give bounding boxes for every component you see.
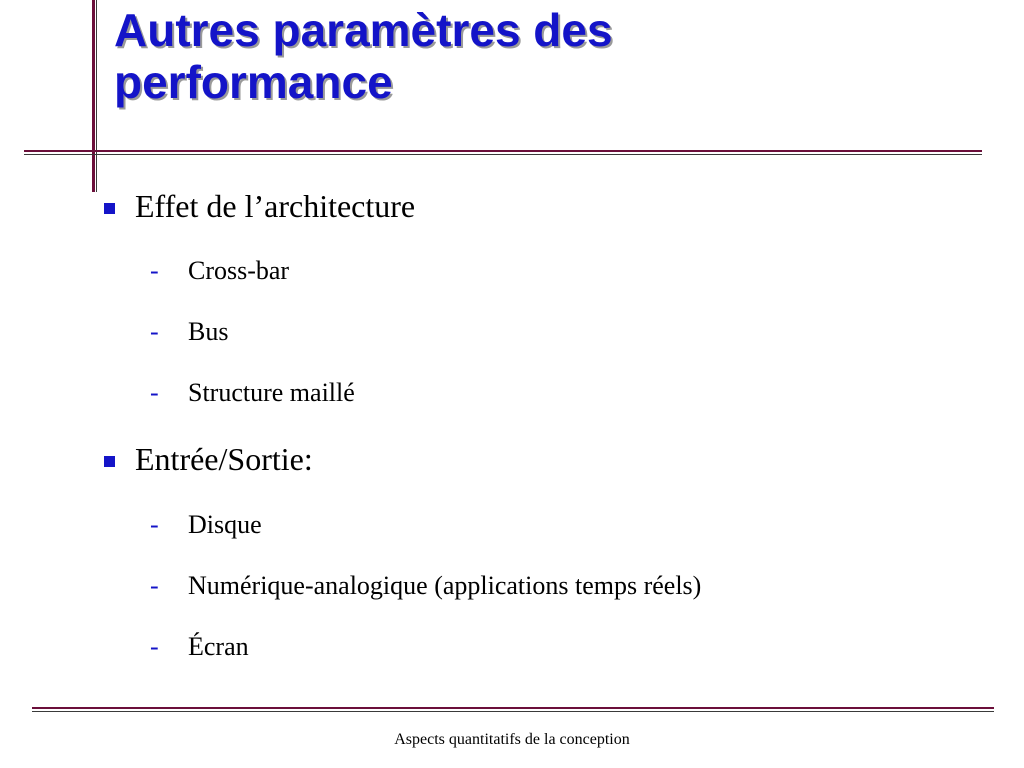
vertical-rule <box>92 0 95 192</box>
sub-bullet-label: Disque <box>188 510 262 539</box>
sub-bullet-label: Numérique-analogique (applications temps réels) <box>188 571 702 600</box>
slide-title-line-2: performance <box>114 56 393 108</box>
top-horizontal-rule <box>24 150 982 152</box>
sub-bullet-cross-bar <box>150 256 289 286</box>
dash-bullet-icon: - <box>150 378 159 407</box>
bullet-effet-architecture <box>104 188 415 225</box>
sub-bullet-numerique-analogique <box>150 571 701 601</box>
dash-bullet-icon: - <box>150 632 159 661</box>
bottom-horizontal-rule <box>32 707 994 709</box>
slide-title-line-1: Autres paramètres des <box>114 4 613 56</box>
slide-footer: Aspects quantitatifs de la conception <box>394 731 630 748</box>
bullet-label: Effet de l’architecture <box>135 188 416 224</box>
sub-bullet-ecran <box>150 632 249 662</box>
slide-title <box>114 4 994 108</box>
sub-bullet-structure-maille <box>150 378 355 408</box>
sub-bullet-bus <box>150 317 228 347</box>
dash-bullet-icon: - <box>150 571 159 600</box>
sub-bullet-disque <box>150 510 262 540</box>
dash-bullet-icon: - <box>150 256 159 285</box>
sub-bullet-label: Bus <box>188 317 229 346</box>
sub-bullet-label: Structure maillé <box>188 378 355 407</box>
vertical-rule-shadow <box>96 0 97 192</box>
top-horizontal-rule-shadow <box>24 154 982 155</box>
dash-bullet-icon: - <box>150 510 159 539</box>
bullet-label: Entrée/Sortie: <box>135 441 313 477</box>
bottom-horizontal-rule-shadow <box>32 711 994 712</box>
dash-bullet-icon: - <box>150 317 159 346</box>
sub-bullet-label: Écran <box>188 632 249 661</box>
square-bullet-icon <box>104 203 115 214</box>
bullet-entree-sortie <box>104 441 313 478</box>
sub-bullet-label: Cross-bar <box>188 256 290 285</box>
square-bullet-icon <box>104 456 115 467</box>
